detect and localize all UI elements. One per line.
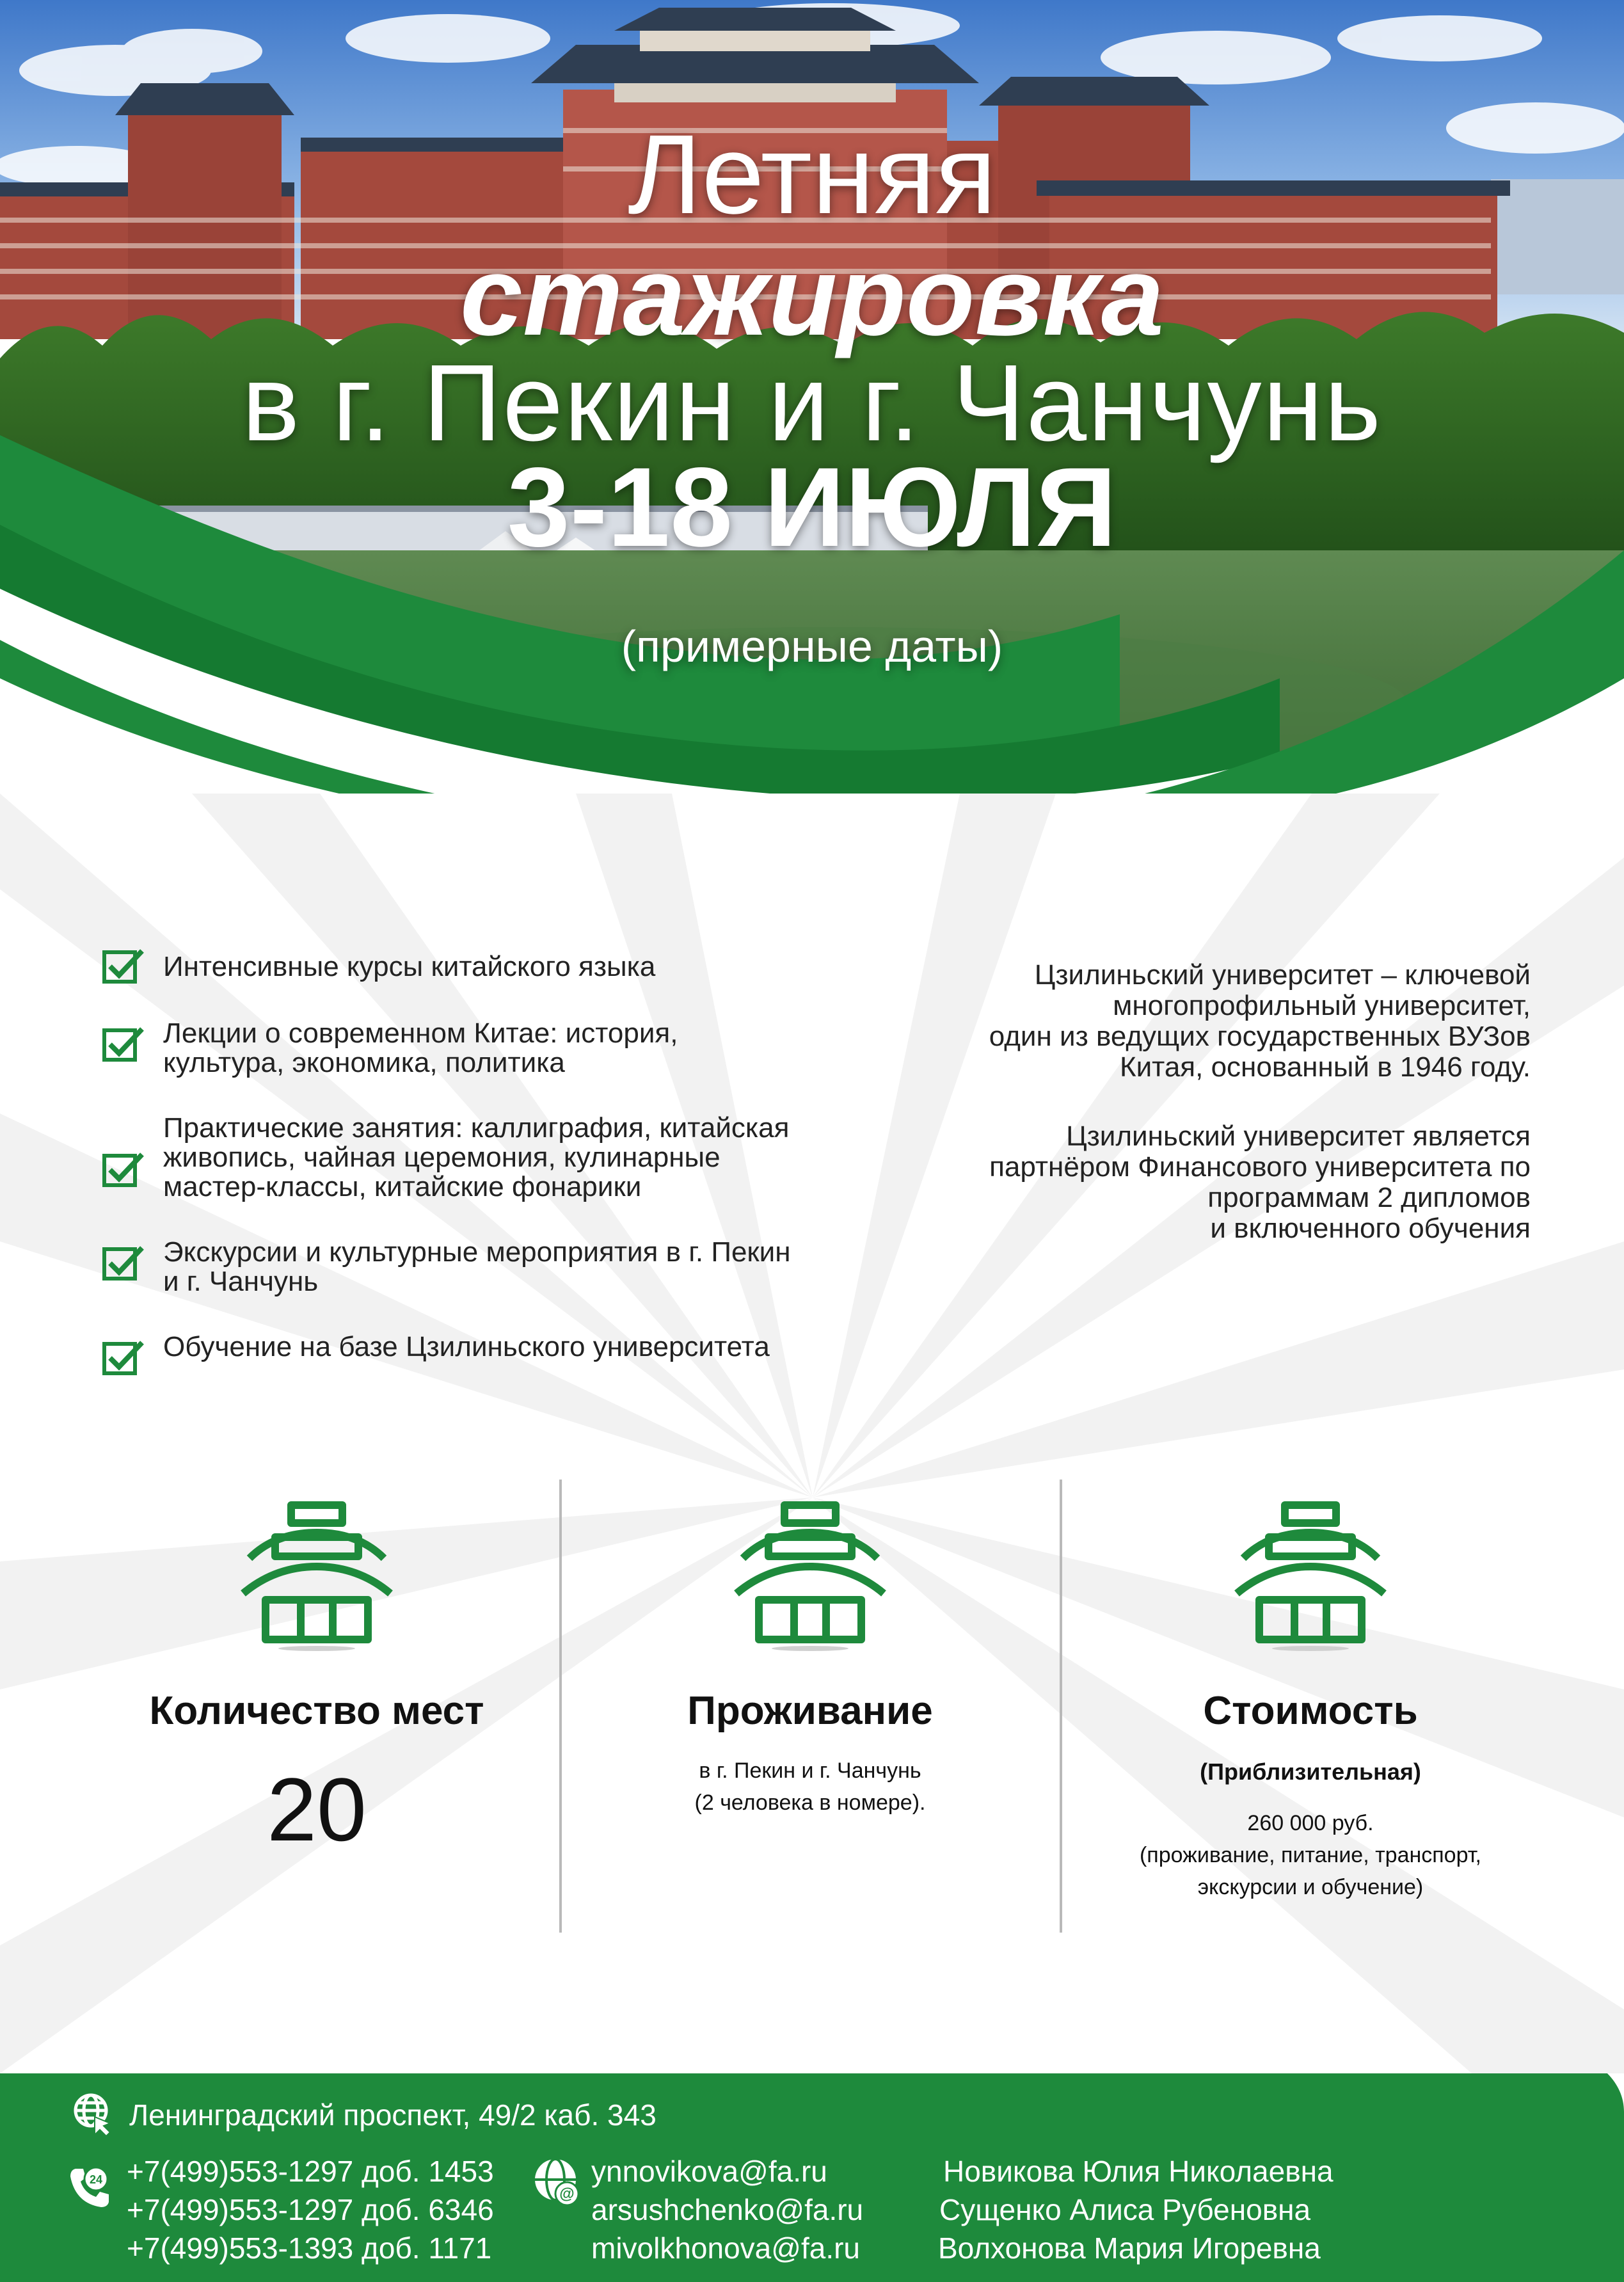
university-description [827, 960, 1531, 1282]
column-divider [1060, 1480, 1062, 1933]
housing-title: Проживание [687, 1689, 933, 1733]
phone-1[interactable]: +7(499)553-1297 доб. 1453 [127, 2155, 494, 2188]
housing-line: (2 человека в номере). [694, 1791, 926, 1815]
contact-footer [0, 2073, 1624, 2282]
about-line: один из ведущих государственных ВУЗов [989, 1021, 1531, 1052]
pagoda-icon [1230, 1497, 1390, 1651]
cost-line: (проживание, питание, транспорт, [1139, 1843, 1482, 1868]
globe-at-icon [532, 2157, 581, 2208]
contact-name-1: Новикова Юлия Николаевна [943, 2155, 1333, 2188]
feature-item-3 [102, 1113, 793, 1202]
pagoda-icon [237, 1497, 397, 1651]
seats-column [74, 1497, 560, 1860]
checkbox-checked-icon [102, 948, 146, 984]
badge-24-text: 24 [89, 2173, 103, 2186]
cost-subtitle: (Приблизительная) [1200, 1759, 1421, 1785]
housing-line: в г. Пекин и г. Чанчунь [699, 1759, 921, 1783]
cost-details [1067, 1807, 1554, 1903]
title-line-1: Летняя [628, 112, 996, 237]
seats-title: Количество мест [149, 1689, 484, 1733]
about-line: Цзилиньский университет является [1066, 1121, 1531, 1152]
globe-cursor-icon [72, 2091, 113, 2136]
phone-24-icon [67, 2165, 113, 2211]
feature-text: Экскурсии и культурные мероприятия в г. Пекин и г. Чанчунь [163, 1236, 791, 1297]
checkbox-checked-icon [102, 1245, 146, 1281]
address-text: Ленинградский проспект, 49/2 каб. 343 [129, 2098, 657, 2132]
feature-item-1 [102, 952, 793, 982]
cost-line: экскурсии и обучение) [1197, 1875, 1424, 1900]
feature-text: Интенсивные курсы китайского языка [163, 951, 656, 982]
checkbox-checked-icon [102, 1340, 146, 1376]
about-line: программам 2 дипломов [1207, 1182, 1531, 1213]
about-paragraph-1 [827, 960, 1531, 1083]
title-line-2: стажировка [460, 234, 1164, 359]
email-1[interactable]: ynnovikova@fa.ru [591, 2155, 827, 2188]
contact-name-3: Волхонова Мария Игоревна [938, 2231, 1321, 2265]
phone-3[interactable]: +7(499)553-1393 доб. 1171 [127, 2231, 492, 2265]
about-line: многопрофильный университет, [1113, 990, 1531, 1021]
feature-item-5 [102, 1332, 793, 1362]
seats-value: 20 [267, 1759, 367, 1860]
cost-title: Стоимость [1203, 1689, 1418, 1733]
about-line: и включенного обучения [1210, 1213, 1531, 1244]
pagoda-icon [730, 1497, 890, 1651]
feature-text: Практические занятия: каллиграфия, китайская живопись, чайная церемония, кулинарные мастер-классы, китайские фонарики [163, 1112, 790, 1202]
cost-column [1067, 1497, 1554, 1903]
about-line: партнёром Финансового университета по [989, 1151, 1531, 1183]
feature-text: Обучение на базе Цзилиньского университета [163, 1331, 770, 1362]
phone-2[interactable]: +7(499)553-1297 доб. 6346 [127, 2193, 494, 2226]
feature-item-4 [102, 1238, 793, 1297]
housing-details [567, 1755, 1053, 1819]
email-2[interactable]: arsushchenko@fa.ru [591, 2193, 864, 2226]
about-line: Цзилиньский университет – ключевой [1034, 959, 1531, 991]
feature-item-2 [102, 1019, 793, 1078]
checkbox-checked-icon [102, 1026, 146, 1062]
checkbox-checked-icon [102, 1152, 146, 1188]
title-dates: 3-18 ИЮЛЯ [507, 445, 1117, 570]
feature-list [102, 952, 793, 1362]
about-line: Китая, основанный в 1946 году. [1119, 1051, 1531, 1083]
email-3[interactable]: mivolkhonova@fa.ru [591, 2231, 860, 2265]
contact-name-2: Сущенко Алиса Рубеновна [939, 2193, 1311, 2226]
cost-price: 260 000 руб. [1247, 1811, 1374, 1836]
about-paragraph-2 [827, 1121, 1531, 1244]
title-line-3: в г. Пекин и г. Чанчунь [241, 342, 1383, 464]
hero-banner [0, 0, 1624, 794]
title-dates-note: (примерные даты) [621, 621, 1003, 671]
housing-column [567, 1497, 1053, 1819]
feature-text: Лекции о современном Китае: история, культура, экономика, политика [163, 1017, 678, 1078]
svg-text:@: @ [559, 2185, 575, 2203]
